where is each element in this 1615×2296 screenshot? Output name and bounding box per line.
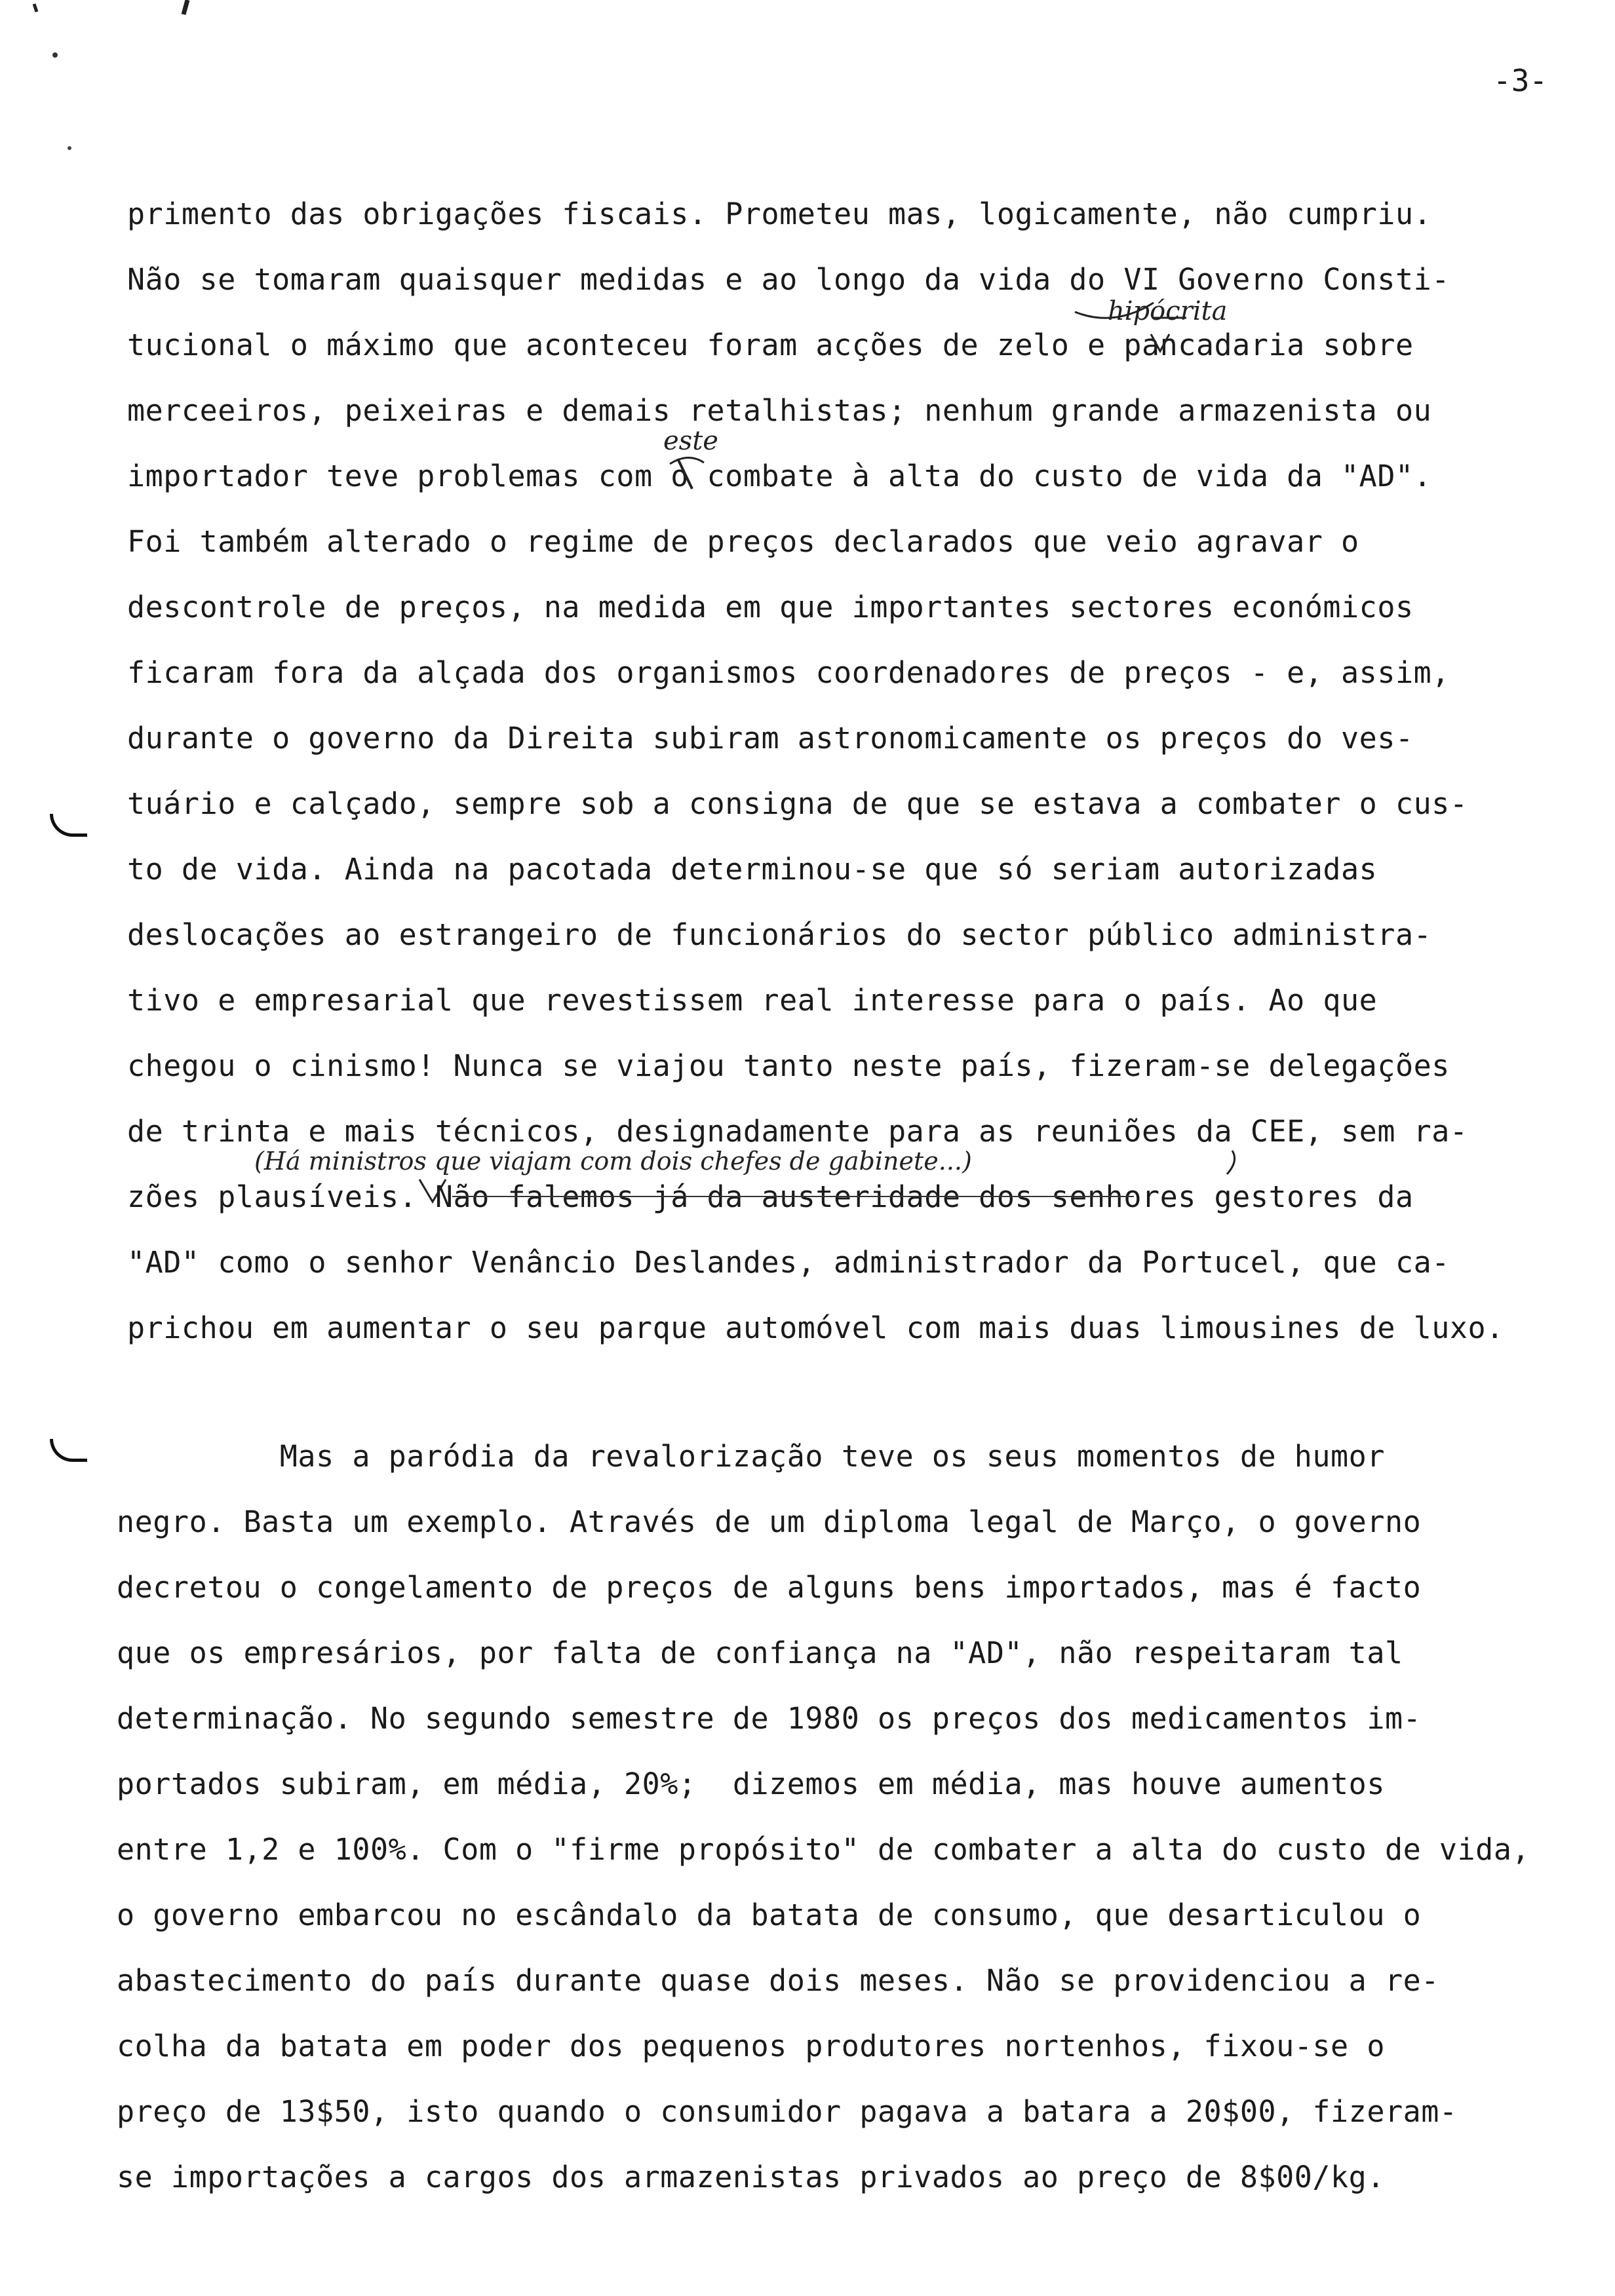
ink-speck [184,0,187,14]
insertion-caret [419,1179,446,1202]
text-line: o governo embarcou no escândalo da batata de consumo, que desarticulou o [117,1898,1422,1932]
text-line: "AD" como o senhor Venâncio Deslandes, administrador da Portucel, que ca- [127,1245,1450,1280]
text-line: Não se tomaram quaisquer medidas e ao longo da vida do VI Governo Consti- [127,262,1450,297]
insertion-caret [1151,334,1169,351]
text-line: determinação. No segundo semestre de 1980 os preços dos medicamentos im- [117,1701,1422,1736]
insertion-stroke [1075,303,1154,318]
text-line: negro. Basta um exemplo. Através de um diploma legal de Março, o governo [117,1504,1422,1539]
text-line: portados subiram, em média, 20%; dizemos em média, mas houve aumentos [117,1767,1385,1801]
text-line: tucional o máximo que aconteceu foram acções de zelo e pancadaria sobre [127,328,1414,362]
text-line: durante o governo da Direita subiram astronomicamente os preços do ves- [127,721,1414,756]
text-line: ficaram fora da alçada dos organismos coordenadores de preços - e, assim, [127,655,1450,690]
text-line: importador teve problemas com o combate à alta do custo de vida da "AD". [127,459,1432,493]
text-line: colha da batata em poder dos pequenos produtores nortenhos, fixou-se o [117,2029,1385,2063]
ink-speck [34,4,37,12]
insertion-stroke [670,457,704,464]
text-line: descontrole de preços, na medida em que importantes sectores económicos [127,590,1414,624]
text-line: se importações a cargos dos armazenistas privados ao preço de 8$00/kg. [117,2160,1385,2194]
ink-speck [68,146,71,150]
text-line: tuário e calçado, sempre sob a consigna de que se estava a combater o cus- [127,786,1468,821]
text-line: entre 1,2 e 100%. Com o "firme propósito" de combater a alta do custo de vida, [117,1832,1530,1867]
handwritten-note-ministros: (Há ministros que viajam com dois chefes de gabinete...) [254,1147,972,1176]
ink-speck [52,52,58,58]
strike-mark [678,459,692,489]
text-line: prichou em aumentar o seu parque automóvel com mais duas limousines de luxo. [127,1311,1504,1345]
handwritten-note-hipocrita: hipócrita [1108,296,1228,326]
text-line: decretou o congelamento de preços de alguns bens importados, mas é facto [117,1570,1422,1605]
text-line: chegou o cinismo! Nunca se viajou tanto neste país, fizeram-se delegações [127,1048,1450,1083]
text-line: preço de 13$50, isto quando o consumidor pagava a batara a 20$00, fizeram- [117,2094,1458,2129]
text-line: zões plausíveis. Não falemos já da austeridade dos senhores gestores da [127,1179,1414,1214]
text-line: Mas a paródia da revalorização teve os seus momentos de humor [117,1439,1385,1474]
text-line: de trinta e mais técnicos, designadamente para as reuniões da CEE, sem ra- [127,1114,1468,1149]
text-line: primento das obrigações fiscais. Prometeu mas, logicamente, não cumpriu. [127,197,1432,231]
text-line: abastecimento do país durante quase dois meses. Não se providenciou a re- [117,1963,1439,1998]
text-line: deslocações ao estrangeiro de funcionários do sector público administra- [127,917,1432,952]
text-line: Foi também alterado o regime de preços declarados que veio agravar o [127,524,1359,559]
handwritten-note-este: este [663,426,718,456]
text-line: to de vida. Ainda na pacotada determinou-se que só seriam autorizadas [127,852,1378,887]
text-line: que os empresários, por falta de confiança na "AD", não respeitaram tal [117,1636,1403,1670]
text-line: tivo e empresarial que revestissem real interesse para o país. Ao que [127,983,1378,1018]
insertion-stroke [1227,1151,1235,1174]
page-number: -3- [1493,63,1548,98]
text-line: merceeiros, peixeiras e demais retalhistas; nenhum grande armazenista ou [127,393,1432,428]
